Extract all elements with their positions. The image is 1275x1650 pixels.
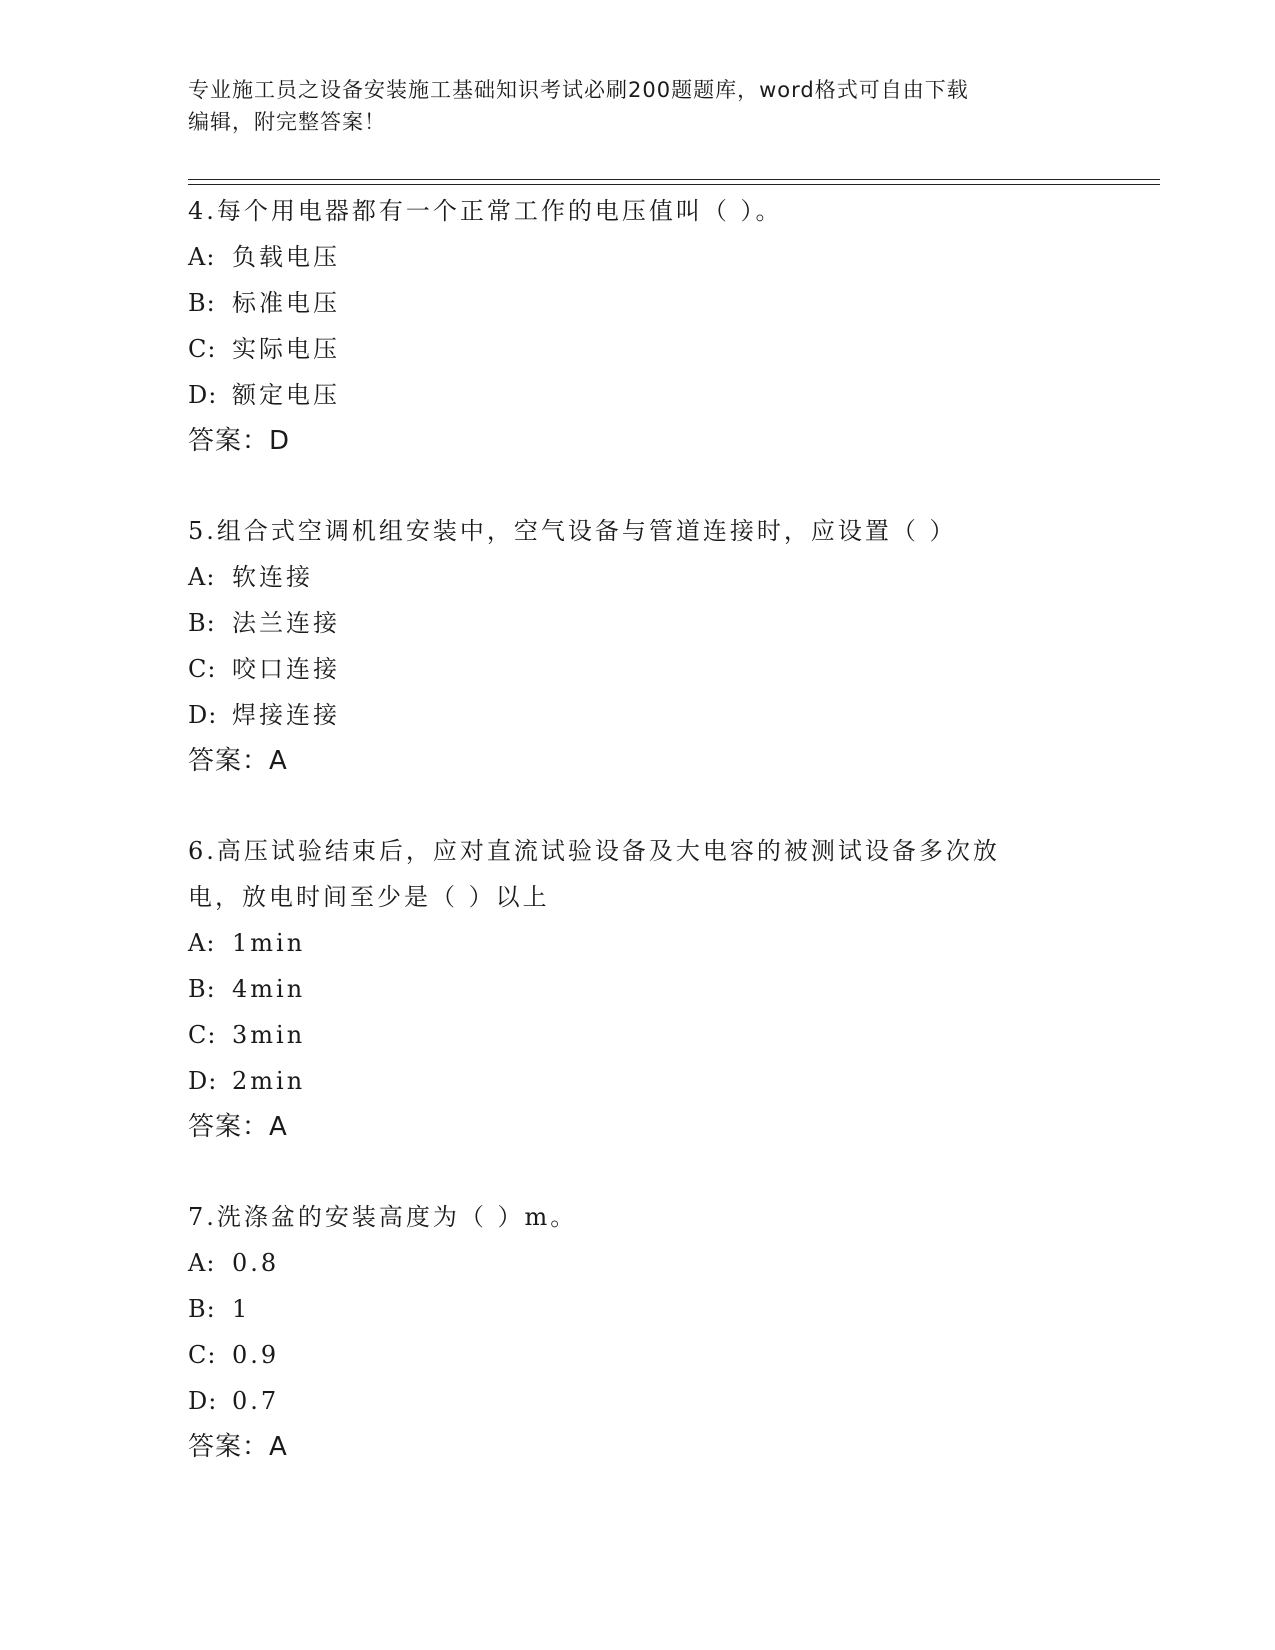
option-letter: C: bbox=[188, 655, 217, 683]
question-stem-line-1: 6.高压试验结束后，应对直流试验设备及大电容的被测试设备多次放 bbox=[188, 837, 1000, 865]
question-stem: 5.组合式空调机组安装中，空气设备与管道连接时，应设置（ ） bbox=[188, 517, 957, 545]
option-letter: A: bbox=[188, 563, 216, 591]
option-d bbox=[188, 692, 1088, 738]
option-letter: A: bbox=[188, 929, 216, 957]
option-c bbox=[188, 1012, 1088, 1058]
answer-line: 答案：A bbox=[188, 1432, 288, 1462]
question-6 bbox=[188, 828, 1088, 1150]
option-text: 额定电压 bbox=[232, 381, 340, 409]
option-c bbox=[188, 646, 1088, 692]
option-text: 负载电压 bbox=[232, 243, 340, 271]
question-7 bbox=[188, 1194, 1088, 1470]
header-divider-bottom bbox=[188, 184, 1160, 185]
option-text: 3min bbox=[232, 1021, 306, 1049]
header-line-1: 专业施工员之设备安装施工基础知识考试必刷200题题库，word格式可自由下载 bbox=[188, 78, 969, 102]
question-4 bbox=[188, 188, 1088, 464]
option-text: 焊接连接 bbox=[232, 701, 340, 729]
option-a bbox=[188, 554, 1088, 600]
option-letter: D: bbox=[188, 381, 218, 409]
option-letter: D: bbox=[188, 701, 218, 729]
document-header bbox=[188, 74, 1088, 138]
option-letter: C: bbox=[188, 335, 217, 363]
option-text: 1 bbox=[232, 1295, 251, 1323]
option-letter: B: bbox=[188, 975, 216, 1003]
option-text: 法兰连接 bbox=[232, 609, 340, 637]
option-text: 1min bbox=[232, 929, 306, 957]
answer-line: 答案：A bbox=[188, 746, 288, 776]
option-letter: A: bbox=[188, 243, 216, 271]
option-text: 0.8 bbox=[232, 1249, 280, 1277]
option-text: 4min bbox=[232, 975, 306, 1003]
option-a bbox=[188, 920, 1088, 966]
question-5 bbox=[188, 508, 1088, 784]
answer-line: 答案：A bbox=[188, 1112, 288, 1142]
option-a bbox=[188, 234, 1088, 280]
option-letter: C: bbox=[188, 1021, 217, 1049]
answer-line: 答案：D bbox=[188, 426, 291, 456]
option-letter: C: bbox=[188, 1341, 217, 1369]
option-c bbox=[188, 326, 1088, 372]
option-letter: B: bbox=[188, 1295, 216, 1323]
option-letter: D: bbox=[188, 1067, 218, 1095]
option-b bbox=[188, 600, 1088, 646]
option-text: 标准电压 bbox=[232, 289, 340, 317]
question-stem-line-2: 电，放电时间至少是（ ）以上 bbox=[188, 883, 550, 911]
option-letter: B: bbox=[188, 609, 216, 637]
question-stem: 4.每个用电器都有一个正常工作的电压值叫（ ）。 bbox=[188, 197, 783, 225]
option-text: 2min bbox=[232, 1067, 306, 1095]
header-divider-top bbox=[188, 179, 1160, 180]
header-line-2: 编辑，附完整答案！ bbox=[188, 110, 386, 134]
option-d bbox=[188, 372, 1088, 418]
option-b bbox=[188, 280, 1088, 326]
option-text: 咬口连接 bbox=[232, 655, 340, 683]
option-text: 实际电压 bbox=[232, 335, 340, 363]
option-letter: B: bbox=[188, 289, 216, 317]
option-text: 0.7 bbox=[232, 1387, 280, 1415]
option-b bbox=[188, 966, 1088, 1012]
option-text: 软连接 bbox=[232, 563, 313, 591]
option-text: 0.9 bbox=[232, 1341, 280, 1369]
option-c bbox=[188, 1332, 1088, 1378]
question-stem: 7.洗涤盆的安装高度为（ ）m。 bbox=[188, 1203, 578, 1231]
option-d bbox=[188, 1058, 1088, 1104]
option-b bbox=[188, 1286, 1088, 1332]
option-letter: D: bbox=[188, 1387, 218, 1415]
option-d bbox=[188, 1378, 1088, 1424]
option-letter: A: bbox=[188, 1249, 216, 1277]
option-a bbox=[188, 1240, 1088, 1286]
